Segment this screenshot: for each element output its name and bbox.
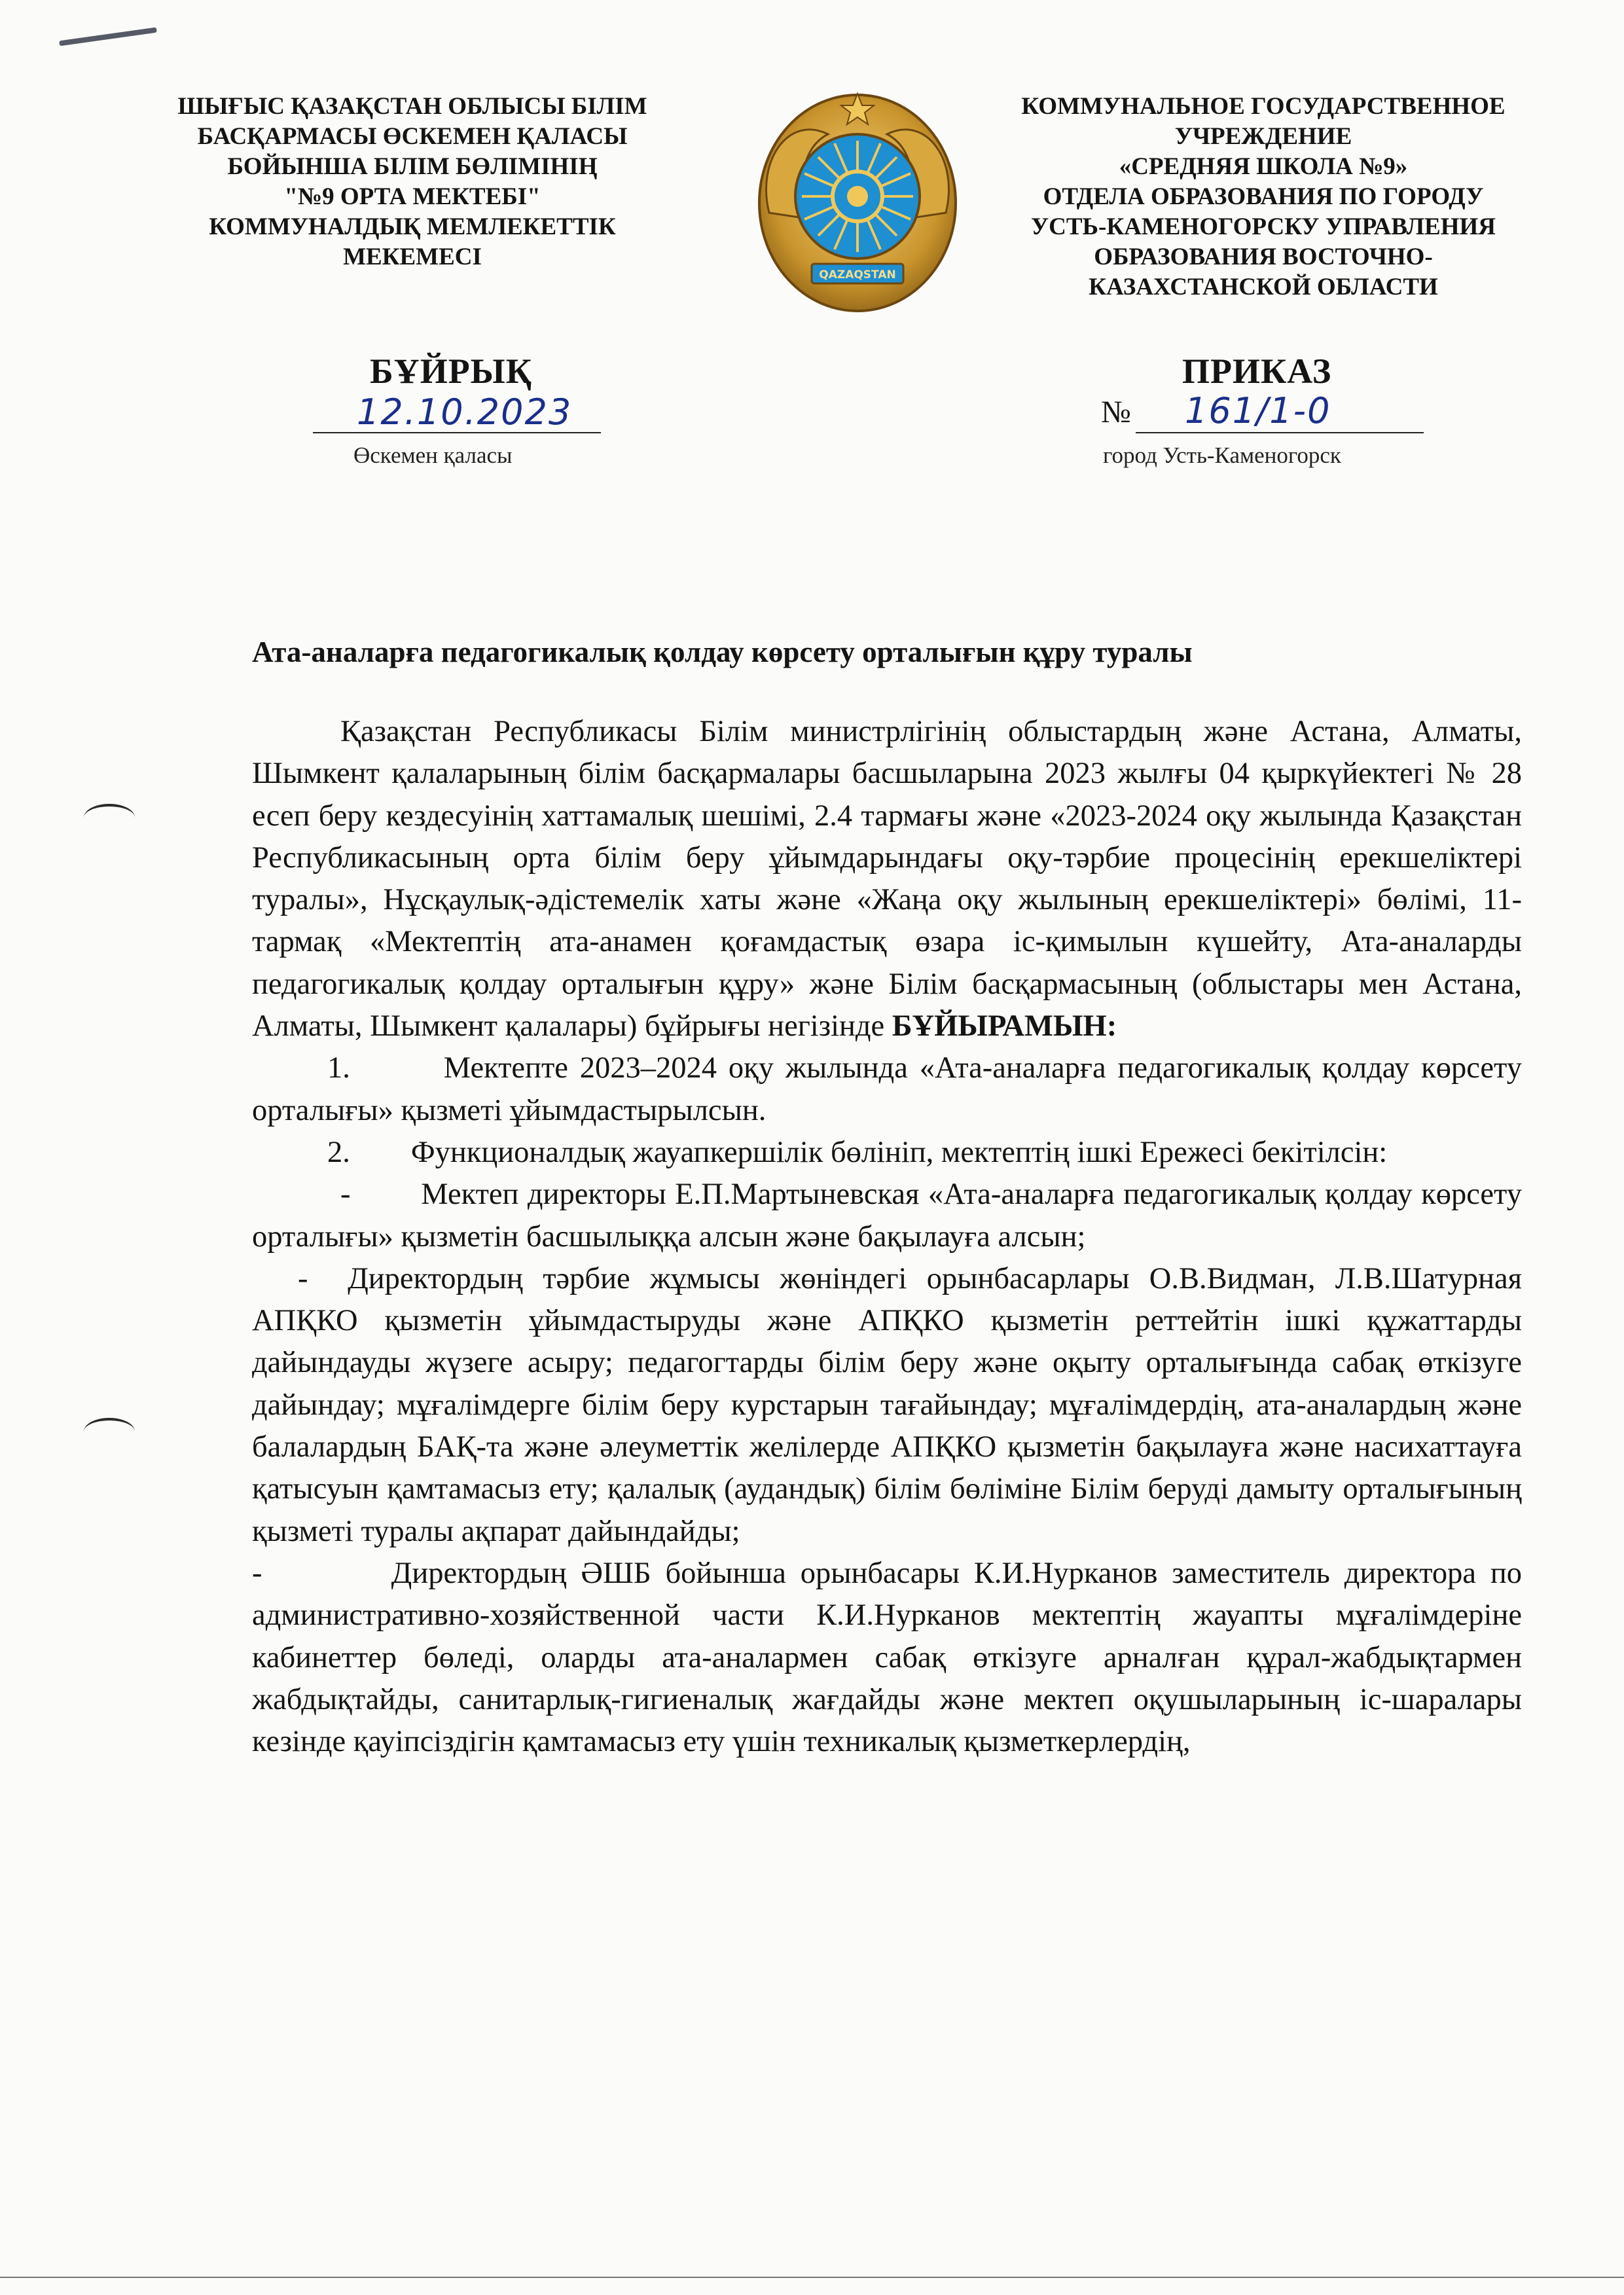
header-right-line: УСТЬ-КАМЕНОГОРСКУ УПРАВЛЕНИЯ	[1030, 213, 1496, 240]
header-right-line: УЧРЕЖДЕНИЕ	[1174, 123, 1352, 150]
city-russian: город Усть-Каменогорск	[1103, 443, 1341, 468]
punch-hole-top	[84, 804, 135, 831]
document-title: Ата-аналарға педагогикалық қолдау көрсету орталығын құру туралы	[252, 636, 1193, 668]
header-right-line: КАЗАХСТАНСКОЙ ОБЛАСТИ	[1089, 274, 1438, 300]
preamble-paragraph	[252, 711, 1522, 1047]
order-subitem-2	[252, 1258, 1522, 1553]
dash-marker: -	[340, 1178, 351, 1212]
number-label: №	[1101, 395, 1131, 429]
subitem-2-text: Директордың тәрбие жұмысы жөніндегі орынбасарлары О.В.Видман, Л.В.Шатурная АПҚКО қызметін ұйымдастыруды және АПҚКО қызметін реттейтін ішкі құжаттарды дайындауды жүзеге асыру; педагогтарды білім беру және оқыту орталығында сабақ өткізуге дайындау; мұғалімдерге білім беру курстарын тағайындау; мұғалімдердің, ата-аналардың және балалардың БАҚ-та және әлеуметтік желілерде АПҚКО қызметін бақылауға және насихаттауға қатысуын қамтамасыз ету; қалалық (аудандық) білім бөліміне Білім беруді дамыту орталығының қызметі туралы ақпарат дайындайды;	[252, 1261, 1522, 1548]
header-russian-institution	[982, 92, 1545, 302]
header-left-line: БОЙЫНША БІЛІМ БӨЛІМІНІҢ	[227, 153, 598, 180]
item-2-text: Функционалдық жауапкершілік бөлініп, мектептің ішкі Ережесі бекітілсін:	[410, 1135, 1388, 1169]
order-item-2	[252, 1132, 1522, 1174]
header-right-line: ОТДЕЛА ОБРАЗОВАНИЯ ПО ГОРОДУ	[1043, 183, 1484, 210]
number-underline	[1136, 432, 1424, 433]
header-left-line: КОММУНАЛДЫҚ МЕМЛЕКЕТТІК	[209, 213, 616, 240]
order-subitem-3	[252, 1553, 1522, 1763]
kazakhstan-emblem-icon	[749, 88, 965, 314]
order-title-russian: ПРИКАЗ	[1182, 352, 1332, 391]
header-kazakh-institution	[164, 92, 661, 272]
item-1-text: Мектепте 2023–2024 оқу жылында «Ата-аналарға педагогикалық қолдау көрсету орталығы» қызметі ұйымдастырылсын.	[252, 1051, 1523, 1127]
document-body	[252, 711, 1522, 1763]
header-right-line: «СРЕДНЯЯ ШКОЛА №9»	[1119, 153, 1408, 180]
header-right-line: ОБРАЗОВАНИЯ ВОСТОЧНО-	[1094, 244, 1433, 270]
item-number: 1.	[327, 1051, 350, 1085]
dash-marker: -	[252, 1556, 262, 1590]
subitem-1-text: Мектеп директоры Е.П.Мартыневская «Ата-аналарға педагогикалық қолдау көрсету орталығы» қызметін басшылыққа алсын және бақылауға алсын;	[252, 1178, 1522, 1254]
order-title-kazakh: БҰЙРЫҚ	[370, 352, 532, 391]
subitem-3-text: Директордың ӘШБ бойынша орынбасары К.И.Нурканов заместитель директора по административно-хозяйственной части К.И.Нурканов мектептің жауапты мұғалімдеріне кабинеттер бөледі, оларды ата-аналармен сабақ өткізуге арналған құрал-жабдықтармен жабдықтайды, санитарлық-гигиеналық жағдайды және мектеп оқушыларының іс-шаралары кезінде қауіпсіздігін қамтамасыз ету үшін техникалық қызметкерлердің,	[252, 1556, 1522, 1759]
city-kazakh: Өскемен қаласы	[353, 443, 513, 468]
scan-pen-mark	[59, 27, 157, 46]
scan-bottom-edge	[0, 2277, 1624, 2278]
header-left-line: "№9 ОРТА МЕКТЕБІ"	[284, 183, 541, 210]
punch-hole-bottom	[84, 1418, 135, 1445]
header-left-line: БАСҚАРМАСЫ ӨСКЕМЕН ҚАЛАСЫ	[197, 123, 628, 150]
header-right-line: КОММУНАЛЬНОЕ ГОСУДАРСТВЕННОЕ	[1021, 93, 1506, 120]
preamble-text: Қазақстан Республикасы Білім министрлігінің облыстардың және Астана, Алматы, Шымкент қалаларының білім басқармалары басшыларына 2023 жылғы 04 қыркүйектегі № 28 есеп беру кездесуінің хаттамалық шешімі, 2.4 тармағы және «2023-2024 оқу жылында Қазақстан Республикасының орта білім беру ұйымдарындағы оқу-тәрбие процесінің ерекшеліктері туралы», Нұсқаулық-әдістемелік хаты және «Жаңа оқу жылының ерекшеліктері» бөлімі, 11-тармақ «Мектептің ата-анамен қоғамдастық өзара іс-қимылын күшейту, Ата-аналарды педагогикалық қолдау орталығын құру» және Білім басқармасының (облыстары мен Астана, Алматы, Шымкент қалалары) бұйрығы негізінде	[252, 715, 1522, 1043]
order-subitem-1	[252, 1174, 1522, 1258]
item-number: 2.	[327, 1135, 350, 1169]
order-item-1	[252, 1047, 1522, 1132]
handwritten-order-number: 161/1-0	[1185, 390, 1331, 431]
dash-marker: -	[298, 1261, 308, 1295]
header-left-line: МЕКЕМЕСІ	[343, 244, 482, 270]
emblem-label: QAZAQSTAN	[819, 268, 896, 281]
handwritten-date: 12.10.2023	[357, 391, 573, 433]
preamble-decree: БҰЙЫРАМЫН:	[892, 1009, 1117, 1043]
header-left-line: ШЫҒЫС ҚАЗАҚСТАН ОБЛЫСЫ БІЛІМ	[177, 93, 647, 120]
